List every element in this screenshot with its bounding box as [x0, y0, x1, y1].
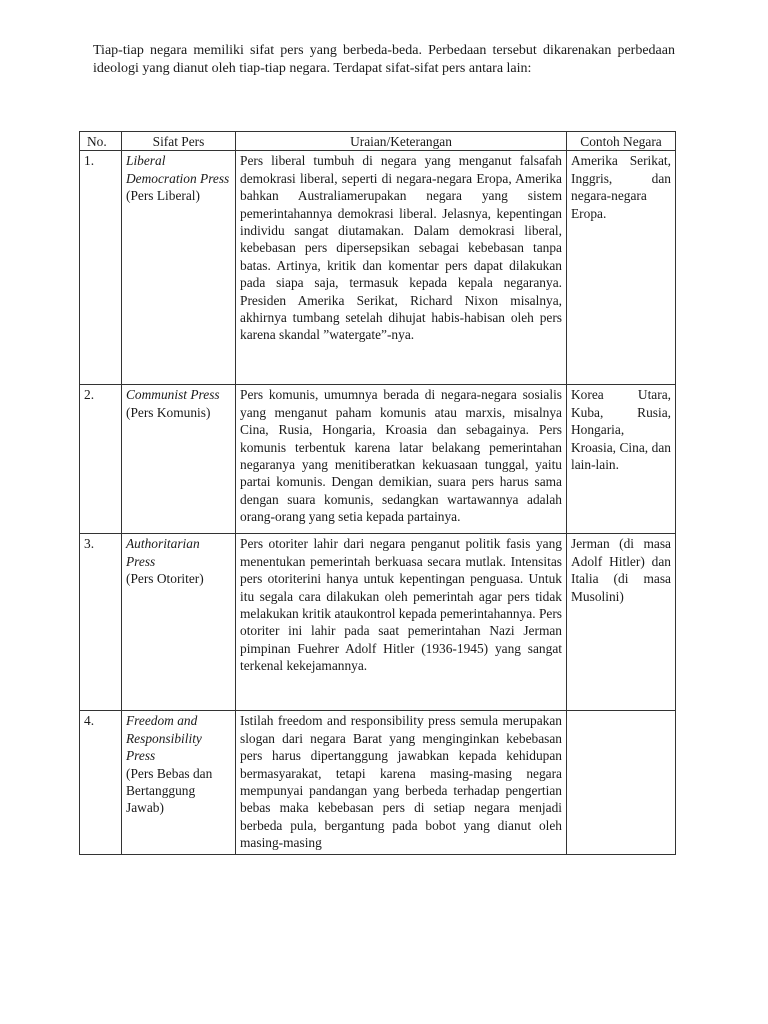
press-type-local-name: (Pers Bebas dan Bertanggung Jawab) [126, 765, 213, 816]
header-no: No. [80, 132, 122, 151]
row-number: 4. [80, 711, 122, 855]
press-type-cell [122, 151, 236, 385]
description-cell: Pers komunis, umumnya berada di negara-negara sosialis yang menganut paham komunis atau marxis, misalnya Cina, Rusia, Hongaria, Kroasia dan sebagainya. Pers komunis terbentuk karena latar belakang pemerintahan negaranya yang menitiberatkan kekuasaan tunggal, yaitu partai komunis. Dengan demikian, suara pers harus sama dengan suara komunis, sedangkan wartawannya adalah orang-orang yang setia kepada partainya. [236, 385, 567, 534]
press-type-name: Communist Press [126, 387, 220, 403]
table-row [80, 534, 676, 711]
header-sifat-pers: Sifat Pers [122, 132, 236, 151]
press-type-local-name: (Pers Otoriter) [126, 571, 204, 587]
press-type-cell [122, 534, 236, 711]
example-countries-cell: Amerika Serikat, Inggris, dan negara-negara Eropa. [567, 151, 676, 385]
press-type-cell [122, 711, 236, 855]
press-type-name: Freedom and Responsibility Press [126, 713, 202, 764]
description-cell: Istilah freedom and responsibility press semula merupakan slogan dari negara Barat yang menginginkan kebebasan pers harus dipertanggung jawabkan kepada kehidupan bermasyarakat, tetapi karena masing-masing negara mempunyai pandangan yang berbeda terhadap pengertian bebas maka kebebasan pers di setiap negara menjadi berbeda pula, bergantung pada bobot yang dianut oleh masing-masing [236, 711, 567, 855]
description-cell: Pers liberal tumbuh di negara yang menganut falsafah demokrasi liberal, seperti di negara-negara Eropa, Amerika bahkan Australiamerupakan negara yang sistem pemerintahannya demokrasi liberal. Jelasnya, kepentingan individu sangat diutamakan. Dalam demokrasi liberal, kebebasan pers dipersepsikan sebagai kebebasan tanpa batas. Artinya, kritik dan komentar pers dapat dilakukan pada siapa saja, termasuk kepada kepala negaranya. Presiden Amerika Serikat, Richard Nixon misalnya, akhirnya tumbang setelah dihujat habis-habisan oleh pers karena skandal ”watergate”-nya. [236, 151, 567, 385]
press-type-name: Liberal Democration Press [126, 153, 230, 186]
press-type-local-name: (Pers Komunis) [126, 404, 211, 420]
table-row [80, 385, 676, 534]
press-type-cell [122, 385, 236, 534]
row-number: 2. [80, 385, 122, 534]
description-cell: Pers otoriter lahir dari negara penganut politik fasis yang menentukan pemerintah berkuasa secara mutlak. Intensitas pers otoriterini hanya untuk kepentingan penguasa. Untuk itu segala cara dilakukan oleh pemerintah agar pers tidak melakukan kritik ataukontrol kepada pemerintahannya. Pers otoriter ini lahir pada saat pemerintahan Nazi Jerman pimpinan Fuehrer Adolf Hitler (1936-1945) yang sangat terkenal kekejamannya. [236, 534, 567, 711]
header-uraian: Uraian/Keterangan [236, 132, 567, 151]
press-type-name: Authoritarian Press [126, 536, 200, 569]
row-number: 1. [80, 151, 122, 385]
intro-paragraph: Tiap-tiap negara memiliki sifat pers yang berbeda-beda. Perbedaan tersebut dikarenakan perbedaan ideologi yang dianut oleh tiap-tiap negara. Terdapat sifat-sifat pers antara lain: [93, 43, 675, 76]
table-header-row [80, 132, 676, 151]
press-type-local-name: (Pers Liberal) [126, 188, 200, 204]
example-countries-cell: Korea Utara, Kuba, Rusia, Hongaria, Kroasia, Cina, dan lain-lain. [567, 385, 676, 534]
row-number: 3. [80, 534, 122, 711]
header-contoh-negara: Contoh Negara [567, 132, 676, 151]
table-row [80, 151, 676, 385]
table-row [80, 711, 676, 855]
example-countries-cell [567, 711, 676, 855]
example-countries-cell: Jerman (di masa Adolf Hitler) dan Italia (di masa Musolini) [567, 534, 676, 711]
press-types-table [79, 131, 676, 855]
